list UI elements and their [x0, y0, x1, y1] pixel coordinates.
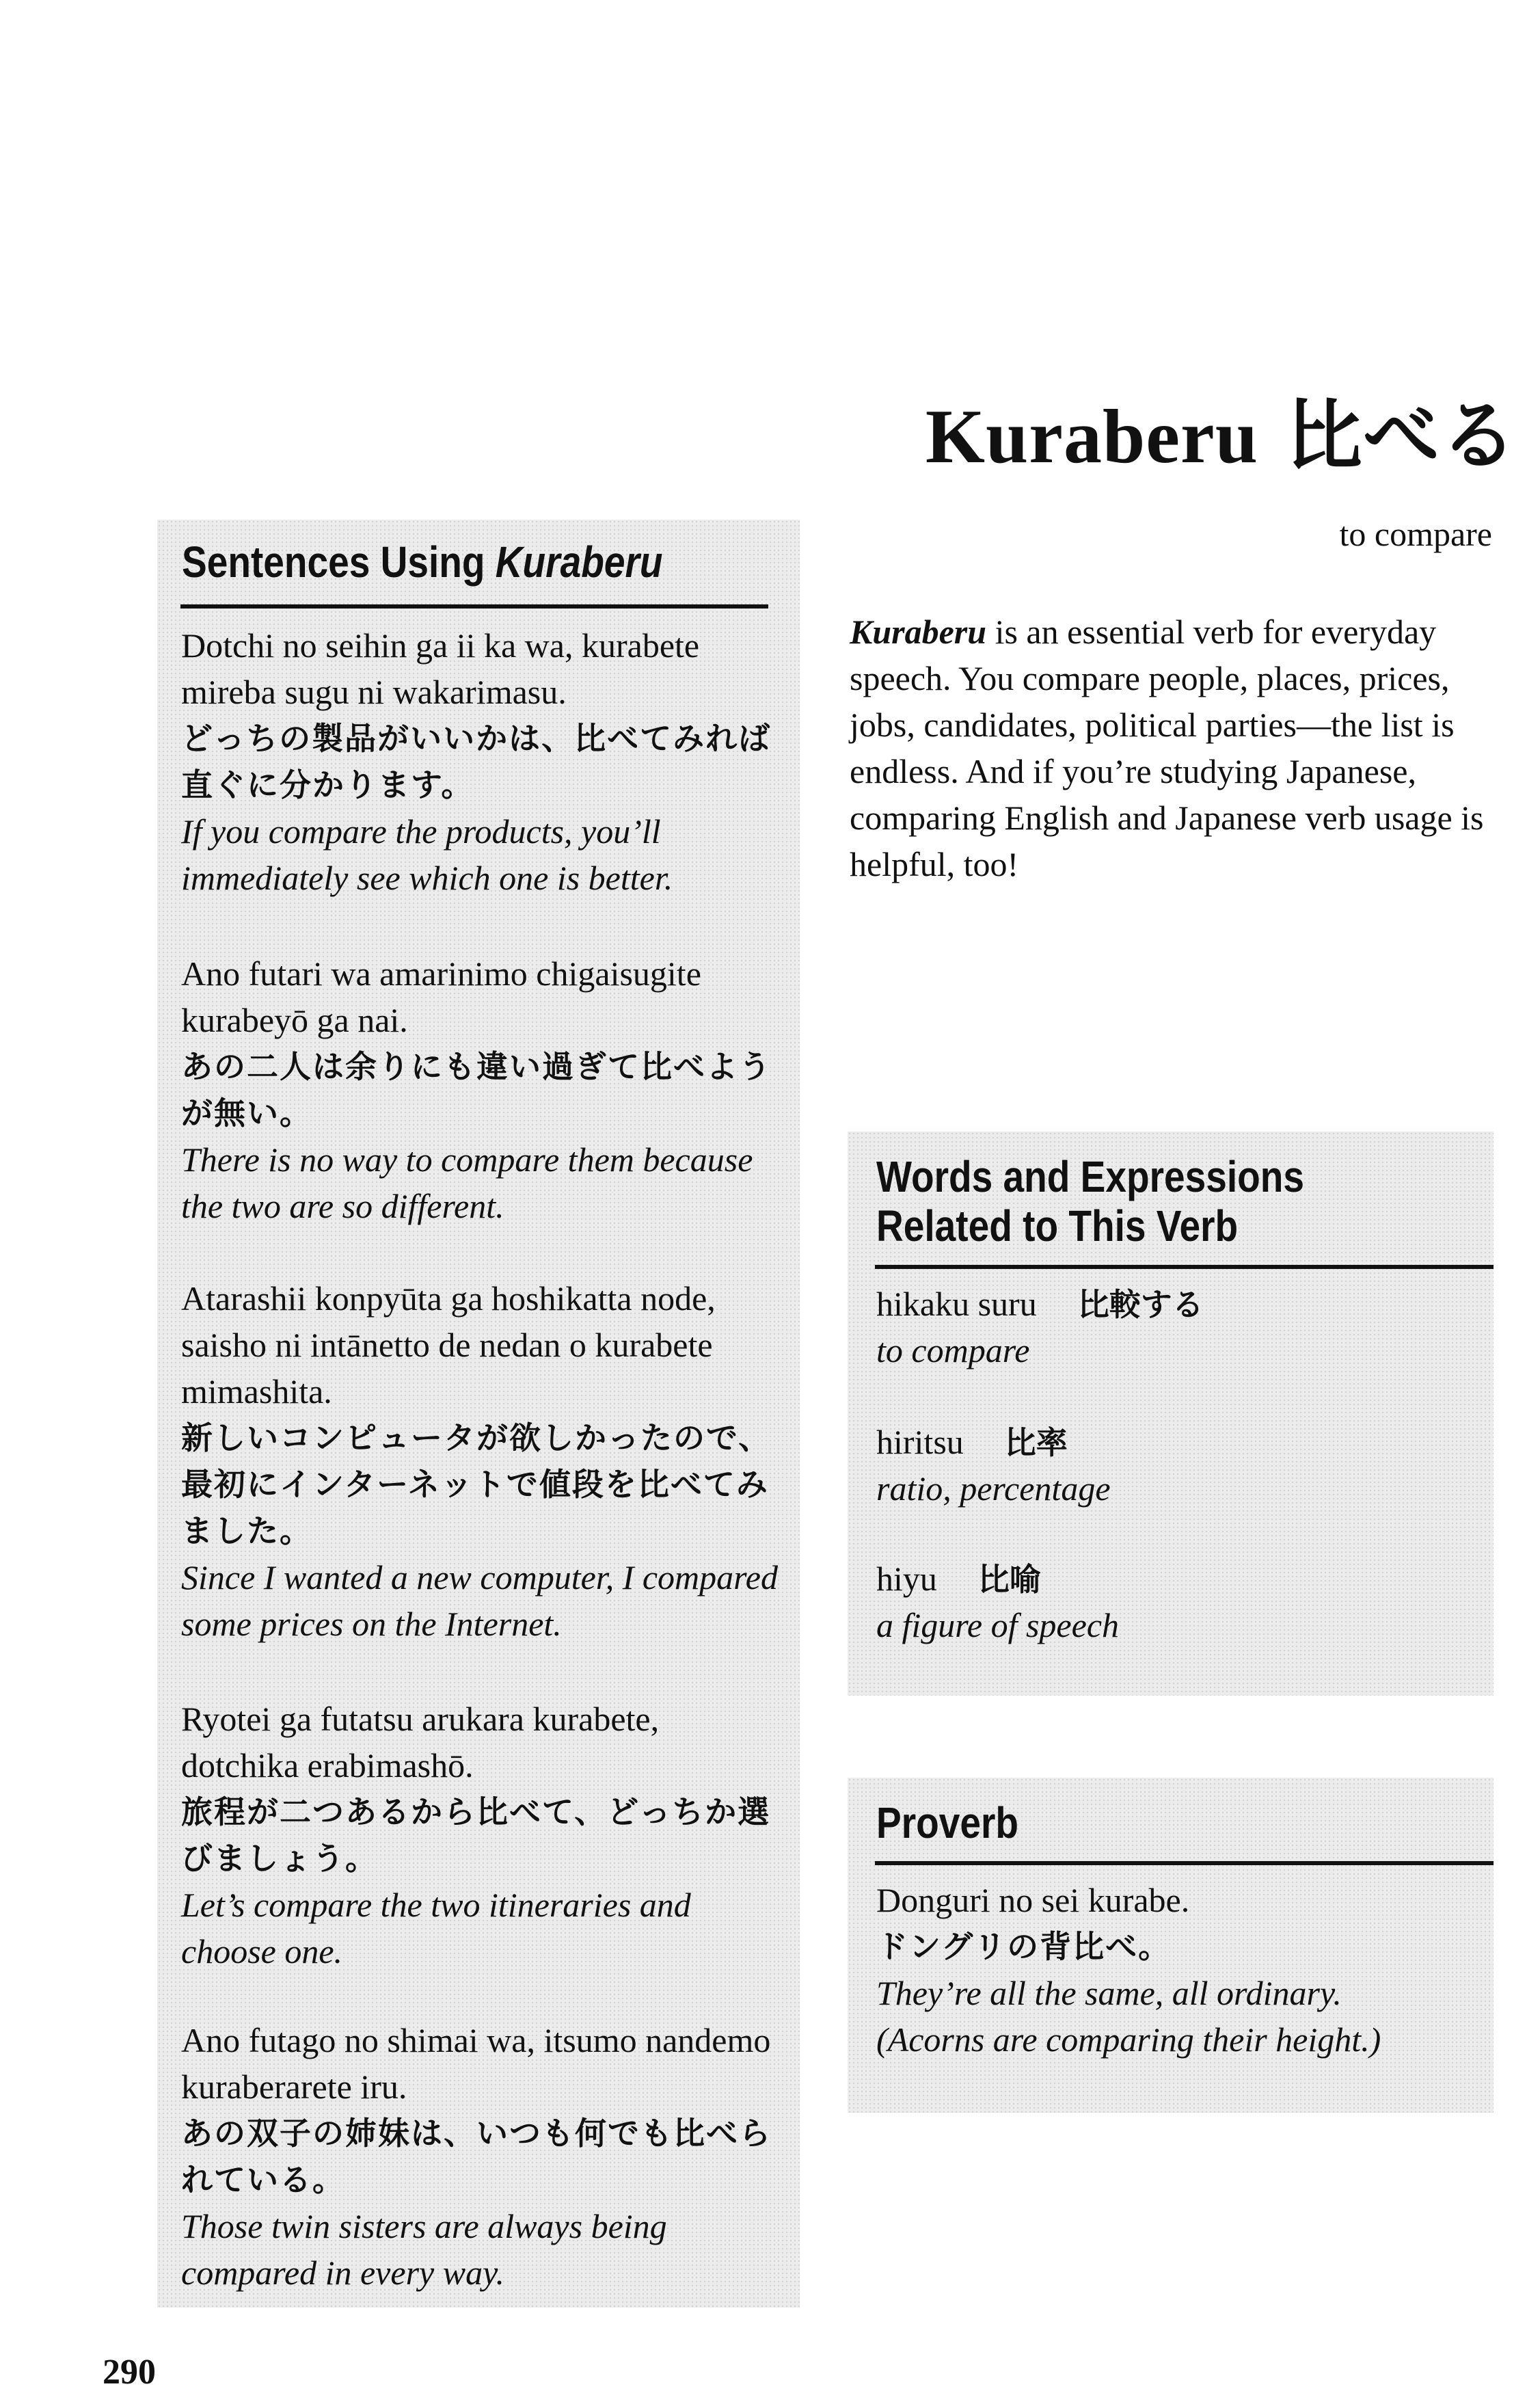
sentence-japanese: 新しいコンピュータが欲しかったので、最初にインターネットで値段を比べてみました。: [181, 1419, 772, 1549]
sentence-english: If you compare the products, you’ll immediately see which one is better.: [181, 812, 673, 897]
sentence-entry-4: [181, 1696, 783, 1975]
related-romaji: hiyu: [876, 1560, 937, 1598]
title-japanese: 比べる: [1286, 392, 1517, 481]
related-item-3: [876, 1555, 1478, 1648]
sentence-entry-1: [181, 622, 783, 901]
sentence-japanese: 旅程が二つあるから比べて、どっちか選びましょう。: [181, 1793, 771, 1877]
sentence-romaji: Atarashii konpyūta ga hoshikatta node, saisho ni intānetto de nedan o kurabete mimashita.: [181, 1279, 716, 1411]
related-romaji: hiritsu: [876, 1423, 964, 1461]
sentence-japanese: あの二人は余りにも違い過ぎて比べようが無い。: [181, 1048, 772, 1132]
related-heading-line1: Words and Expressions: [876, 1152, 1304, 1201]
intro-term: Kuraberu: [850, 613, 987, 651]
sentence-japanese: どっちの製品がいいかは、比べてみれば直ぐに分かります。: [181, 720, 772, 803]
sentences-heading-prefix: Sentences Using: [182, 537, 496, 587]
proverb-english-line2: (Acorns are comparing their height.): [876, 2020, 1381, 2059]
sentence-english: Let’s compare the two itineraries and choose one.: [181, 1886, 691, 1970]
related-heading-line2: Related to This Verb: [876, 1201, 1239, 1251]
proverb-english-line1: They’re all the same, all ordinary.: [876, 1974, 1342, 2012]
sentence-english: There is no way to compare them because the two are so different.: [181, 1140, 753, 1225]
related-item-2: [876, 1419, 1478, 1511]
related-heading: [876, 1152, 1304, 1251]
proverb-rule: [875, 1861, 1494, 1865]
page-title: [923, 375, 1517, 485]
related-japanese: 比率: [1004, 1424, 1068, 1461]
sentence-entry-2: [181, 950, 783, 1229]
proverb-heading: Proverb: [876, 1798, 1019, 1847]
related-english: ratio, percentage: [876, 1469, 1111, 1508]
intro-paragraph: [850, 609, 1506, 887]
related-rule: [875, 1265, 1494, 1269]
sentence-japanese: あの双子の姉妹は、いつも何でも比べられている。: [181, 2115, 772, 2198]
title-romaji: Kuraberu: [925, 395, 1258, 479]
intro-text: is an essential verb for everyday speech. You compare people, places, prices, jobs, candidates, political parties—the list is endless. And if you’re studying Japanese, comparing English and Japanese verb usage is helpful, too!: [850, 613, 1484, 883]
page-number: 290: [103, 2353, 156, 2392]
proverb-romaji: Donguri no sei kurabe.: [876, 1881, 1190, 1919]
sentence-entry-3: [181, 1275, 783, 1647]
sentence-english: Those twin sisters are always being compared in every way.: [181, 2207, 667, 2292]
proverb-panel: [848, 1778, 1494, 2113]
related-japanese: 比較する: [1077, 1286, 1204, 1323]
sentence-romaji: Ano futari wa amarinimo chigaisugite kurabeyō ga nai.: [181, 954, 701, 1039]
sentence-entry-5: [181, 2017, 783, 2296]
proverb-japanese: ドングリの背比べ。: [876, 1928, 1172, 1965]
sentences-rule: [180, 604, 768, 609]
sentences-heading: [182, 537, 662, 587]
related-japanese: 比喻: [977, 1561, 1041, 1598]
related-english: to compare: [876, 1331, 1030, 1369]
related-romaji: hikaku suru: [876, 1285, 1037, 1323]
related-words-panel: [848, 1132, 1494, 1696]
sentence-romaji: Ano futago no shimai wa, itsumo nandemo kuraberarete iru.: [181, 2021, 771, 2106]
sentence-romaji: Ryotei ga futatsu arukara kurabete, dotchika erabimashō.: [181, 1700, 660, 1785]
proverb-entry: [876, 1877, 1485, 2063]
sentence-english: Since I wanted a new computer, I compared some prices on the Internet.: [181, 1558, 778, 1643]
related-english: a figure of speech: [876, 1606, 1120, 1644]
page-subtitle: to compare: [1339, 515, 1492, 553]
sentence-romaji: Dotchi no seihin ga ii ka wa, kurabete mireba sugu ni wakarimasu.: [181, 626, 700, 711]
related-item-1: [876, 1281, 1478, 1373]
sentences-heading-term: Kuraberu: [495, 537, 663, 587]
sentences-panel: [157, 520, 800, 2308]
